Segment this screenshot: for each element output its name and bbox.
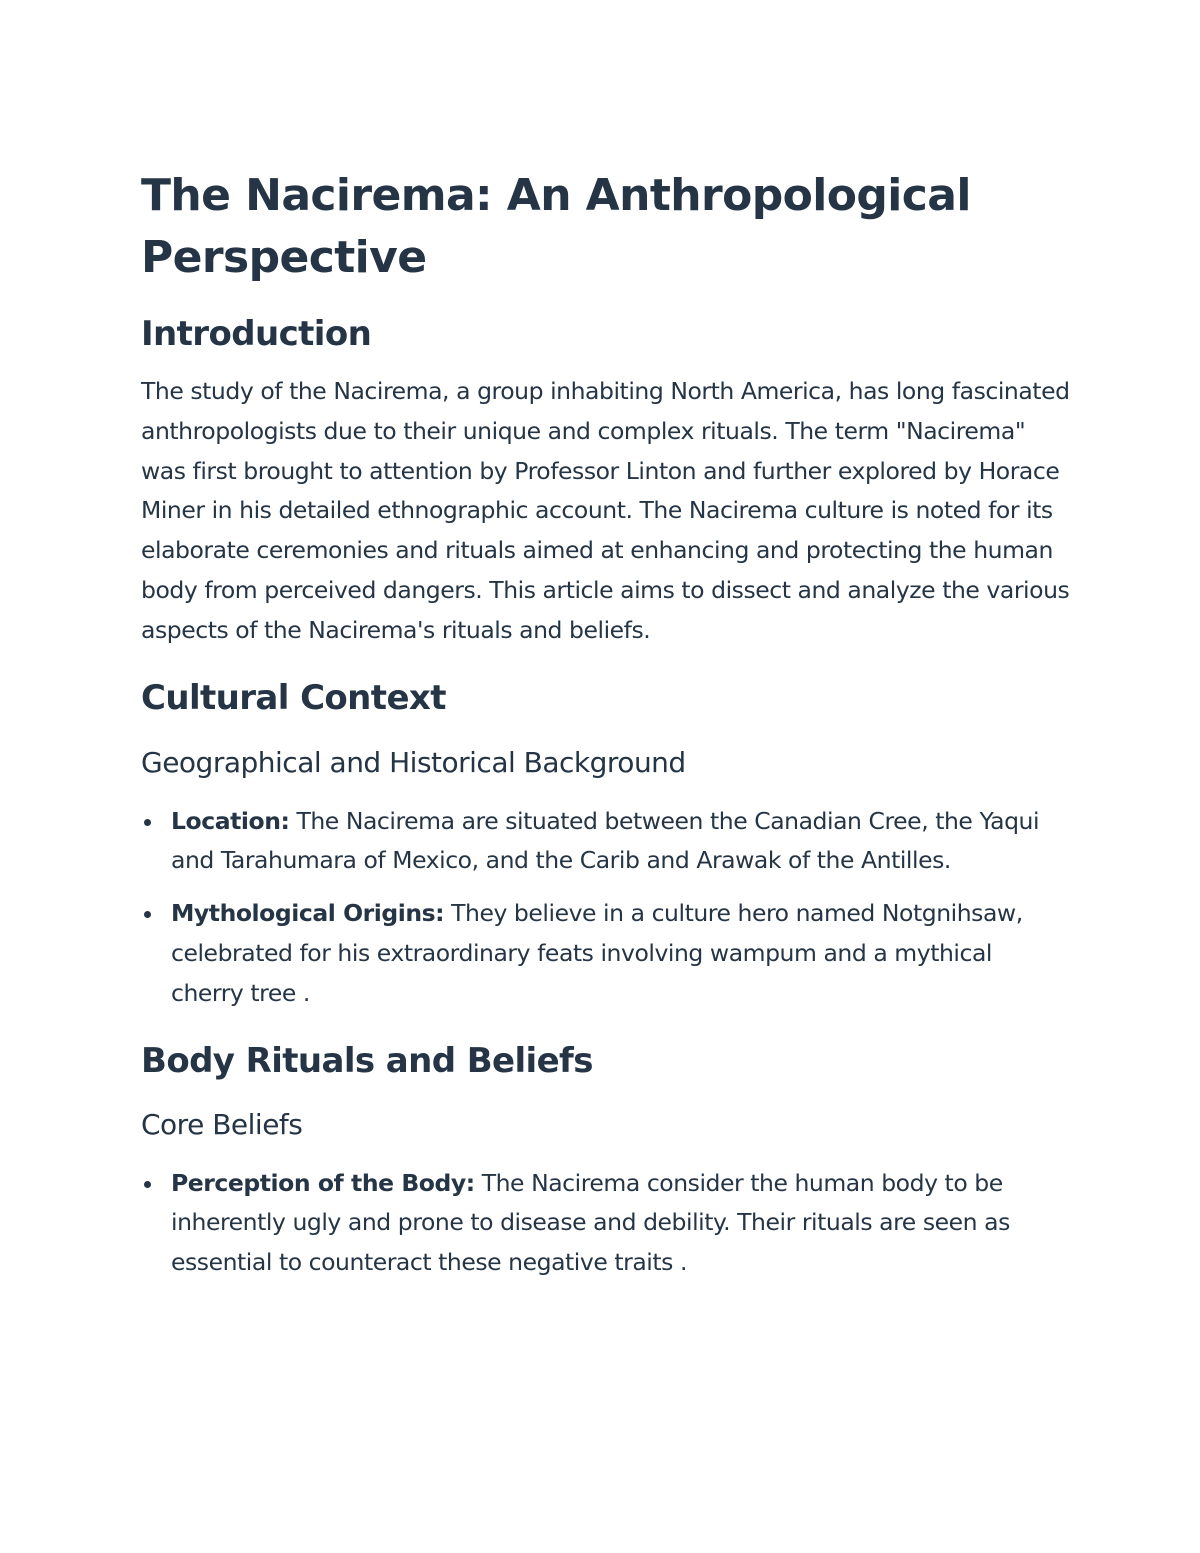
list-item-text: The Nacirema are situated between the Canadian Cree, the Yaqui and Tarahumara of Mexico, and the Carib and Arawak of the Antilles. <box>171 806 1040 875</box>
list-item-term: Mythological Origins: <box>171 899 445 928</box>
section-heading-introduction: Introduction <box>141 314 372 354</box>
list-item-location <box>141 802 1071 882</box>
introduction-paragraph: The study of the Nacirema, a group inhabiting North America, has long fascinated anthropologists due to their unique and complex rituals. The term "Nacirema" was first brought to attention by Professor Linton and further explored by Horace Miner in his detailed ethnographic account. The Nacirema culture is noted for its elaborate ceremonies and rituals aimed at enhancing and protecting the human body from perceived dangers. This article aims to dissect and analyze the various aspects of the Nacirema's rituals and beliefs. <box>141 377 1070 644</box>
list-item-term: Perception of the Body: <box>171 1168 475 1197</box>
list-item-text: The Nacirema consider the human body to be inherently ugly and prone to disease and debility. Their rituals are seen as essential to counteract these negative traits . <box>171 1168 1010 1277</box>
subsection-heading-core-beliefs: Core Beliefs <box>141 1107 303 1141</box>
section-heading-body-rituals: Body Rituals and Beliefs <box>141 1040 593 1081</box>
list-item-perception-of-body <box>141 1164 1071 1283</box>
subsection-heading-geographical-background: Geographical and Historical Background <box>141 745 686 779</box>
list-item-mythological-origins <box>141 894 1071 1013</box>
list-item-text: They believe in a culture hero named Notgnihsaw, celebrated for his extraordinary feats involving wampum and a mythical cherry tree . <box>171 899 1023 1007</box>
list-item-term: Location: <box>171 806 290 835</box>
document-title: The Nacirema: An Anthropological Perspective <box>141 170 971 283</box>
core-beliefs-bullet-list <box>141 1164 1071 1283</box>
document-page <box>141 165 1071 1283</box>
geographical-bullet-list <box>141 802 1071 1014</box>
section-heading-cultural-context: Cultural Context <box>141 677 446 718</box>
